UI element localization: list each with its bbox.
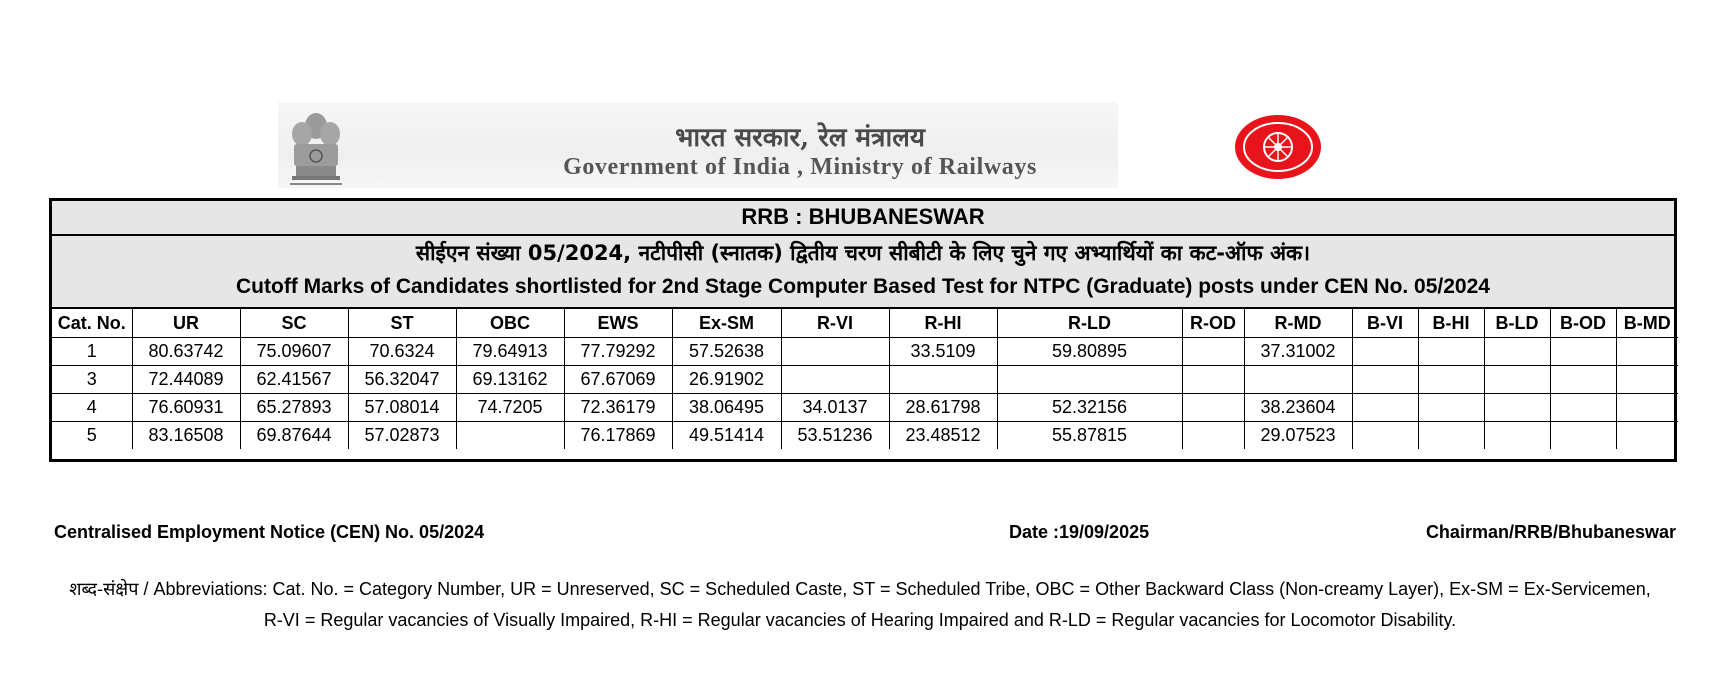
table-cell xyxy=(1484,338,1550,366)
table-cell xyxy=(1244,366,1352,394)
notice-heading xyxy=(52,201,1674,309)
table-cell xyxy=(1418,338,1484,366)
column-header: B-HI xyxy=(1418,309,1484,338)
table-cell: 57.02873 xyxy=(348,422,456,450)
abbreviations-hindi-label: शब्द-संक्षेप xyxy=(69,579,139,600)
table-cell: 57.08014 xyxy=(348,394,456,422)
table-cell: 69.13162 xyxy=(456,366,564,394)
table-cell xyxy=(1418,366,1484,394)
table-cell: 79.64913 xyxy=(456,338,564,366)
hindi-ministry-title: भारत सरकार, रेल मंत्रालय xyxy=(675,123,925,153)
table-cell xyxy=(1182,394,1244,422)
table-cell xyxy=(1352,422,1418,450)
table-cell xyxy=(781,338,889,366)
table-cell: 53.51236 xyxy=(781,422,889,450)
table-cell xyxy=(1182,338,1244,366)
table-cell: 28.61798 xyxy=(889,394,997,422)
table-cell: 80.63742 xyxy=(132,338,240,366)
cutoff-table xyxy=(52,309,1678,449)
table-cell: 38.06495 xyxy=(672,394,781,422)
column-header: R-LD xyxy=(997,309,1182,338)
table-cell: 23.48512 xyxy=(889,422,997,450)
table-cell: 34.0137 xyxy=(781,394,889,422)
table-cell: 26.91902 xyxy=(672,366,781,394)
table-row xyxy=(52,338,1678,366)
column-header: SC xyxy=(240,309,348,338)
column-header: Ex-SM xyxy=(672,309,781,338)
table-cell: 76.17869 xyxy=(564,422,672,450)
table-cell: 74.7205 xyxy=(456,394,564,422)
notice-date: Date :19/09/2025 xyxy=(1009,522,1150,542)
table-cell xyxy=(1352,394,1418,422)
column-header: B-VI xyxy=(1352,309,1418,338)
table-cell: 69.87644 xyxy=(240,422,348,450)
table-cell: 52.32156 xyxy=(997,394,1182,422)
table-cell: 49.51414 xyxy=(672,422,781,450)
table-cell: 72.36179 xyxy=(564,394,672,422)
table-cell xyxy=(1550,422,1616,450)
ashoka-emblem-icon xyxy=(282,104,350,190)
table-cell: 29.07523 xyxy=(1244,422,1352,450)
english-ministry-title: Government of India , Ministry of Railways xyxy=(563,154,1037,180)
table-cell: 4 xyxy=(52,394,132,422)
table-cell: 56.32047 xyxy=(348,366,456,394)
column-header: R-MD xyxy=(1244,309,1352,338)
table-cell: 1 xyxy=(52,338,132,366)
table-cell xyxy=(1550,338,1616,366)
table-header-row xyxy=(52,309,1678,338)
table-cell xyxy=(1616,366,1678,394)
table-cell: 57.52638 xyxy=(672,338,781,366)
english-subtitle: Cutoff Marks of Candidates shortlisted for 2nd Stage Computer Based Test for NTPC (Graduate) posts under CEN No. 05/2024 xyxy=(52,270,1674,309)
table-cell: 83.16508 xyxy=(132,422,240,450)
table-cell xyxy=(1550,366,1616,394)
table-cell xyxy=(997,366,1182,394)
table-cell: 59.80895 xyxy=(997,338,1182,366)
column-header: R-OD xyxy=(1182,309,1244,338)
table-cell: 5 xyxy=(52,422,132,450)
table-cell xyxy=(1484,366,1550,394)
table-cell: 75.09607 xyxy=(240,338,348,366)
table-row xyxy=(52,422,1678,450)
column-header: Cat. No. xyxy=(52,309,132,338)
cutoff-notice-box xyxy=(49,198,1677,462)
column-header: EWS xyxy=(564,309,672,338)
table-cell xyxy=(1418,394,1484,422)
abbreviations-note xyxy=(60,574,1660,635)
table-cell xyxy=(1182,422,1244,450)
table-cell: 77.79292 xyxy=(564,338,672,366)
table-cell xyxy=(1418,422,1484,450)
cen-number: Centralised Employment Notice (CEN) No. 05/2024 xyxy=(54,522,485,542)
column-header: B-OD xyxy=(1550,309,1616,338)
table-cell xyxy=(456,422,564,450)
table-cell xyxy=(781,366,889,394)
column-header: UR xyxy=(132,309,240,338)
table-cell: 62.41567 xyxy=(240,366,348,394)
table-cell xyxy=(1182,366,1244,394)
table-cell: 55.87815 xyxy=(997,422,1182,450)
table-cell: 70.6324 xyxy=(348,338,456,366)
rrb-name: RRB : BHUBANESWAR xyxy=(52,201,1674,236)
column-header: B-LD xyxy=(1484,309,1550,338)
abbreviations-text: / Abbreviations: Cat. No. = Category Number, UR = Unreserved, SC = Scheduled Caste, ST = Scheduled Tribe, OBC = Other Backward Class (Non-creamy Layer), Ex-SM = Ex-Servicemen, R-VI = Regular vacancies of Visually Impaired, R-HI = Regular vacancies of Hearing Impaired and R-LD = Regular vacancies for Locomotor Disability. xyxy=(138,579,1651,630)
table-cell: 37.31002 xyxy=(1244,338,1352,366)
hindi-subtitle: सीईएन संख्या 05/2024, नटीपीसी (स्नातक) द्वितीय चरण सीबीटी के लिए चुने गए अभ्यार्थियों का कट-ऑफ अंक। xyxy=(415,241,1311,265)
table-cell: 76.60931 xyxy=(132,394,240,422)
table-cell xyxy=(1484,394,1550,422)
table-row xyxy=(52,394,1678,422)
table-row xyxy=(52,366,1678,394)
column-header: R-HI xyxy=(889,309,997,338)
table-cell: 3 xyxy=(52,366,132,394)
table-cell: 67.67069 xyxy=(564,366,672,394)
column-header: R-VI xyxy=(781,309,889,338)
table-cell xyxy=(1352,366,1418,394)
column-header: ST xyxy=(348,309,456,338)
table-cell xyxy=(1550,394,1616,422)
table-cell: 65.27893 xyxy=(240,394,348,422)
table-cell: 33.5109 xyxy=(889,338,997,366)
table-cell: 72.44089 xyxy=(132,366,240,394)
table-cell xyxy=(889,366,997,394)
column-header: B-MD xyxy=(1616,309,1678,338)
indian-railways-logo-icon xyxy=(1234,114,1322,180)
table-cell: 38.23604 xyxy=(1244,394,1352,422)
table-cell xyxy=(1616,338,1678,366)
signatory: Chairman/RRB/Bhubaneswar xyxy=(1425,522,1676,542)
table-cell xyxy=(1616,394,1678,422)
table-cell xyxy=(1352,338,1418,366)
table-cell xyxy=(1616,422,1678,450)
column-header: OBC xyxy=(456,309,564,338)
table-cell xyxy=(1484,422,1550,450)
